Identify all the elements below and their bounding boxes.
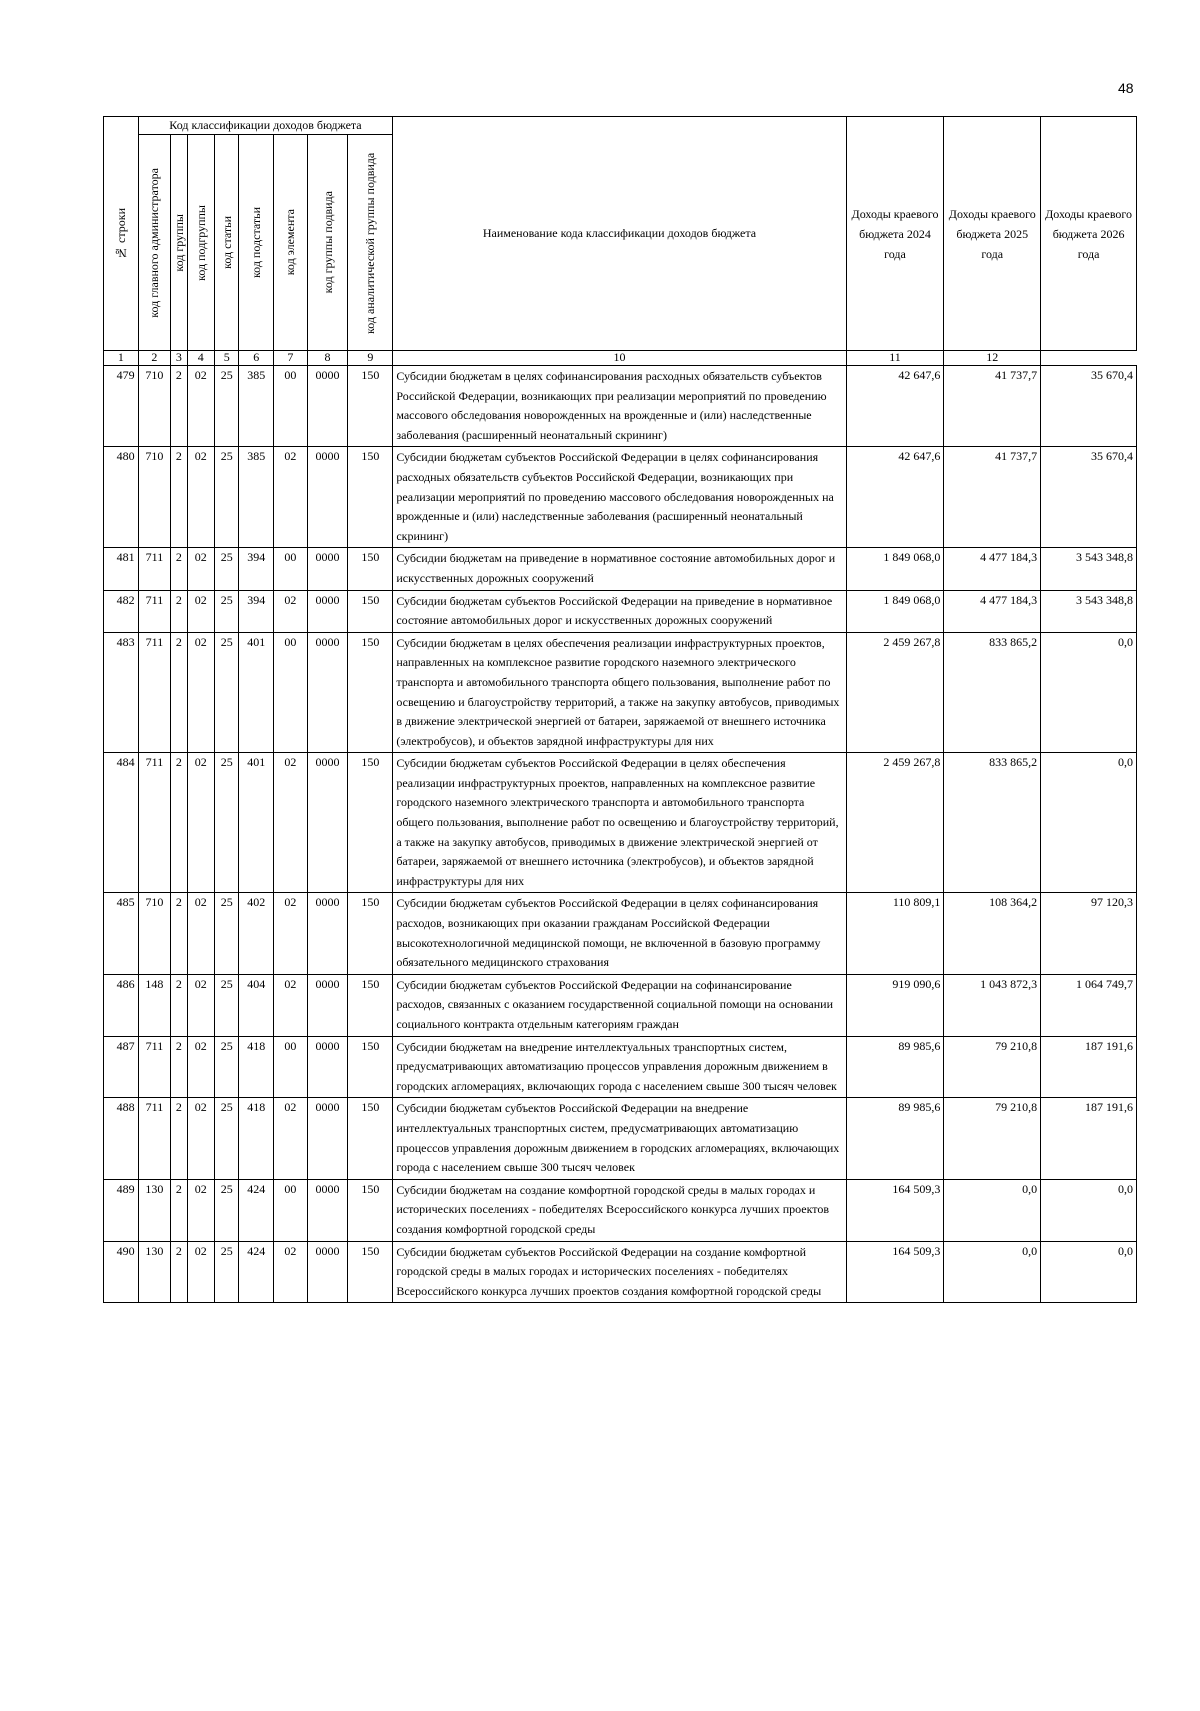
cell-name: Субсидии бюджетам субъектов Российской Федерации на софинансирование расходов, связанных с оказанием государственной социальной помощи на основании социального контракта отдельным категориям граждан — [393, 974, 846, 1036]
column-number-row — [104, 351, 1137, 366]
table-row — [104, 366, 1137, 447]
cell-income-2026: 35 670,4 — [1041, 366, 1137, 447]
cell-subarticle-code: 424 — [239, 1241, 274, 1303]
table-body — [104, 366, 1137, 1303]
cell-subarticle-code: 401 — [239, 753, 274, 893]
cell-admin-code: 711 — [138, 753, 171, 893]
cell-income-2026: 1 064 749,7 — [1041, 974, 1137, 1036]
header-row-group — [104, 117, 1137, 135]
cell-admin-code: 711 — [138, 548, 171, 590]
cell-income-2024: 164 509,3 — [846, 1241, 944, 1303]
cell-subtype-group-code: 0000 — [307, 1098, 348, 1179]
cell-analytic-group-code: 150 — [348, 1098, 393, 1179]
cell-name: Субсидии бюджетам субъектов Российской Федерации в целях обеспечения реализации инфраструктурных проектов, направленных на комплексное развитие городского наземного электрического транспорта и автомобильного транспорта общего пользования, выполнение работ по освещению и благоустройству территорий, а также на закупку автобусов, приводимых в движение электрической энергией от батареи, заряжаемой от внешнего источника (электробусов), и объектов зарядной инфраструктуры для них — [393, 753, 846, 893]
header-name: Наименование кода классификации доходов бюджета — [393, 117, 846, 351]
cell-subgroup-code: 02 — [187, 753, 215, 893]
cell-analytic-group-code: 150 — [348, 632, 393, 753]
cell-income-2025: 41 737,7 — [944, 447, 1041, 548]
cell-admin-code: 711 — [138, 1098, 171, 1179]
cell-income-2025: 41 737,7 — [944, 366, 1041, 447]
header-code-element: код элемента — [274, 135, 308, 351]
cell-element-code: 00 — [274, 1036, 308, 1098]
cell-subgroup-code: 02 — [187, 1241, 215, 1303]
cell-income-2025: 4 477 184,3 — [944, 548, 1041, 590]
header-code-subgroup: код подгруппы — [187, 135, 215, 351]
table-row — [104, 632, 1137, 753]
cell-income-2024: 42 647,6 — [846, 366, 944, 447]
cell-name: Субсидии бюджетам на создание комфортной городской среды в малых городах и исторических поселениях - победителях Всероссийского конкурса лучших проектов создания комфортной городской среды — [393, 1179, 846, 1241]
header-income-2026: Доходы краевого бюджета 2026 года — [1041, 117, 1137, 351]
table-row — [104, 974, 1137, 1036]
cell-name: Субсидии бюджетам в целях обеспечения реализации инфраструктурных проектов, направленных на комплексное развитие городского наземного электрического транспорта и автомобильного транспорта общего пользования, выполнение работ по освещению и благоустройству территорий, а также на закупку автобусов, приводимых в движение электрической энергией от батареи, заряжаемой от внешнего источника (электробусов), и объектов зарядной инфраструктуры для них — [393, 632, 846, 753]
table-row — [104, 590, 1137, 632]
cell-subarticle-code: 394 — [239, 548, 274, 590]
cell-subtype-group-code: 0000 — [307, 447, 348, 548]
cell-income-2024: 164 509,3 — [846, 1179, 944, 1241]
cell-income-2026: 0,0 — [1041, 632, 1137, 753]
cell-subtype-group-code: 0000 — [307, 1241, 348, 1303]
table-row — [104, 447, 1137, 548]
cell-subarticle-code: 418 — [239, 1036, 274, 1098]
cell-row-number: 482 — [104, 590, 139, 632]
cell-admin-code: 148 — [138, 974, 171, 1036]
cell-row-number: 480 — [104, 447, 139, 548]
cell-subarticle-code: 394 — [239, 590, 274, 632]
cell-subgroup-code: 02 — [187, 447, 215, 548]
cell-income-2026: 3 543 348,8 — [1041, 548, 1137, 590]
cell-subtype-group-code: 0000 — [307, 893, 348, 974]
cell-group-code: 2 — [171, 1241, 187, 1303]
column-number: 7 — [274, 351, 308, 366]
cell-subarticle-code: 404 — [239, 974, 274, 1036]
cell-income-2026: 187 191,6 — [1041, 1098, 1137, 1179]
cell-admin-code: 711 — [138, 590, 171, 632]
budget-income-table — [103, 116, 1137, 1303]
cell-income-2026: 0,0 — [1041, 1179, 1137, 1241]
cell-row-number: 488 — [104, 1098, 139, 1179]
cell-subtype-group-code: 0000 — [307, 548, 348, 590]
cell-analytic-group-code: 150 — [348, 974, 393, 1036]
column-number: 3 — [171, 351, 187, 366]
cell-row-number: 489 — [104, 1179, 139, 1241]
cell-analytic-group-code: 150 — [348, 1241, 393, 1303]
cell-element-code: 02 — [274, 1241, 308, 1303]
cell-income-2024: 2 459 267,8 — [846, 753, 944, 893]
cell-analytic-group-code: 150 — [348, 893, 393, 974]
cell-income-2025: 79 210,8 — [944, 1098, 1041, 1179]
cell-subarticle-code: 402 — [239, 893, 274, 974]
cell-income-2025: 1 043 872,3 — [944, 974, 1041, 1036]
cell-subgroup-code: 02 — [187, 548, 215, 590]
cell-group-code: 2 — [171, 1036, 187, 1098]
cell-income-2026: 187 191,6 — [1041, 1036, 1137, 1098]
cell-admin-code: 710 — [138, 893, 171, 974]
cell-subarticle-code: 385 — [239, 447, 274, 548]
cell-income-2026: 0,0 — [1041, 753, 1137, 893]
cell-article-code: 25 — [215, 1241, 239, 1303]
cell-element-code: 00 — [274, 632, 308, 753]
cell-article-code: 25 — [215, 893, 239, 974]
cell-income-2025: 4 477 184,3 — [944, 590, 1041, 632]
cell-income-2024: 919 090,6 — [846, 974, 944, 1036]
cell-element-code: 02 — [274, 1098, 308, 1179]
header-code-subarticle: код подстатьи — [239, 135, 274, 351]
cell-income-2025: 108 364,2 — [944, 893, 1041, 974]
cell-income-2026: 97 120,3 — [1041, 893, 1137, 974]
cell-element-code: 02 — [274, 893, 308, 974]
cell-income-2024: 1 849 068,0 — [846, 590, 944, 632]
column-number: 12 — [944, 351, 1041, 366]
cell-analytic-group-code: 150 — [348, 548, 393, 590]
header-code-analytic-group: код аналитической группы подвида — [348, 135, 393, 351]
column-number: 5 — [215, 351, 239, 366]
cell-group-code: 2 — [171, 548, 187, 590]
cell-article-code: 25 — [215, 1036, 239, 1098]
cell-article-code: 25 — [215, 1179, 239, 1241]
cell-income-2025: 0,0 — [944, 1241, 1041, 1303]
cell-admin-code: 130 — [138, 1179, 171, 1241]
cell-subgroup-code: 02 — [187, 974, 215, 1036]
page-number: 48 — [1118, 80, 1134, 96]
cell-element-code: 02 — [274, 753, 308, 893]
cell-group-code: 2 — [171, 632, 187, 753]
cell-group-code: 2 — [171, 753, 187, 893]
cell-element-code: 00 — [274, 366, 308, 447]
cell-subgroup-code: 02 — [187, 1098, 215, 1179]
cell-subtype-group-code: 0000 — [307, 590, 348, 632]
cell-element-code: 00 — [274, 1179, 308, 1241]
table-row — [104, 1241, 1137, 1303]
table-row — [104, 893, 1137, 974]
cell-subarticle-code: 418 — [239, 1098, 274, 1179]
cell-group-code: 2 — [171, 893, 187, 974]
cell-income-2025: 0,0 — [944, 1179, 1041, 1241]
cell-subgroup-code: 02 — [187, 366, 215, 447]
cell-income-2025: 833 865,2 — [944, 753, 1041, 893]
cell-subtype-group-code: 0000 — [307, 366, 348, 447]
cell-income-2025: 79 210,8 — [944, 1036, 1041, 1098]
cell-article-code: 25 — [215, 590, 239, 632]
cell-row-number: 479 — [104, 366, 139, 447]
cell-element-code: 00 — [274, 548, 308, 590]
cell-admin-code: 130 — [138, 1241, 171, 1303]
cell-income-2026: 35 670,4 — [1041, 447, 1137, 548]
cell-row-number: 486 — [104, 974, 139, 1036]
cell-row-number: 483 — [104, 632, 139, 753]
cell-analytic-group-code: 150 — [348, 366, 393, 447]
cell-income-2024: 110 809,1 — [846, 893, 944, 974]
cell-subgroup-code: 02 — [187, 1036, 215, 1098]
cell-income-2024: 89 985,6 — [846, 1098, 944, 1179]
cell-admin-code: 711 — [138, 1036, 171, 1098]
header-code-subtype-group: код группы подвида — [307, 135, 348, 351]
cell-subgroup-code: 02 — [187, 1179, 215, 1241]
cell-group-code: 2 — [171, 1098, 187, 1179]
cell-subgroup-code: 02 — [187, 632, 215, 753]
cell-group-code: 2 — [171, 974, 187, 1036]
cell-income-2024: 2 459 267,8 — [846, 632, 944, 753]
cell-subgroup-code: 02 — [187, 893, 215, 974]
cell-analytic-group-code: 150 — [348, 753, 393, 893]
header-code-article: код статьи — [215, 135, 239, 351]
header-income-2024: Доходы краевого бюджета 2024 года — [846, 117, 944, 351]
cell-name: Субсидии бюджетам на внедрение интеллектуальных транспортных систем, предусматривающих автоматизацию процессов управления дорожным движением в городских агломерациях, включающих города с населением свыше 300 тысяч человек — [393, 1036, 846, 1098]
cell-group-code: 2 — [171, 366, 187, 447]
cell-name: Субсидии бюджетам субъектов Российской Федерации в целях софинансирования расходных обязательств субъектов Российской Федерации, возникающих при реализации мероприятий по проведению массового обследования новорожденных на врожденные и (или) наследственные заболевания (расширенный неонатальный скрининг) — [393, 447, 846, 548]
cell-element-code: 02 — [274, 974, 308, 1036]
cell-name: Субсидии бюджетам субъектов Российской Федерации на внедрение интеллектуальных транспортных систем, предусматривающих автоматизацию процессов управления дорожным движением в городских агломерациях, включающих города с населением свыше 300 тысяч человек — [393, 1098, 846, 1179]
cell-element-code: 02 — [274, 590, 308, 632]
cell-article-code: 25 — [215, 548, 239, 590]
column-number: 2 — [138, 351, 171, 366]
cell-article-code: 25 — [215, 366, 239, 447]
header-row-number: № строки — [104, 117, 139, 351]
table-row — [104, 753, 1137, 893]
cell-row-number: 490 — [104, 1241, 139, 1303]
cell-admin-code: 710 — [138, 366, 171, 447]
table-row — [104, 1036, 1137, 1098]
cell-subarticle-code: 401 — [239, 632, 274, 753]
column-number: 1 — [104, 351, 139, 366]
cell-name: Субсидии бюджетам субъектов Российской Федерации на приведение в нормативное состояние автомобильных дорог и искусственных дорожных сооружений — [393, 590, 846, 632]
column-number: 9 — [348, 351, 393, 366]
cell-subarticle-code: 385 — [239, 366, 274, 447]
cell-article-code: 25 — [215, 1098, 239, 1179]
cell-element-code: 02 — [274, 447, 308, 548]
cell-row-number: 481 — [104, 548, 139, 590]
column-number: 6 — [239, 351, 274, 366]
column-number: 8 — [307, 351, 348, 366]
cell-article-code: 25 — [215, 753, 239, 893]
cell-group-code: 2 — [171, 590, 187, 632]
cell-article-code: 25 — [215, 447, 239, 548]
cell-analytic-group-code: 150 — [348, 1179, 393, 1241]
header-code-group: Код классификации доходов бюджета — [138, 117, 393, 135]
table-row — [104, 1098, 1137, 1179]
column-number: 10 — [393, 351, 846, 366]
cell-analytic-group-code: 150 — [348, 1036, 393, 1098]
cell-income-2024: 1 849 068,0 — [846, 548, 944, 590]
cell-income-2024: 42 647,6 — [846, 447, 944, 548]
cell-subtype-group-code: 0000 — [307, 632, 348, 753]
cell-row-number: 487 — [104, 1036, 139, 1098]
cell-income-2026: 0,0 — [1041, 1241, 1137, 1303]
cell-group-code: 2 — [171, 1179, 187, 1241]
header-code-group: код группы — [171, 135, 187, 351]
cell-analytic-group-code: 150 — [348, 590, 393, 632]
header-code-admin: код главного администратора — [138, 135, 171, 351]
table-row — [104, 1179, 1137, 1241]
cell-name: Субсидии бюджетам на приведение в нормативное состояние автомобильных дорог и искусственных дорожных сооружений — [393, 548, 846, 590]
cell-income-2025: 833 865,2 — [944, 632, 1041, 753]
cell-subtype-group-code: 0000 — [307, 974, 348, 1036]
cell-name: Субсидии бюджетам в целях софинансирования расходных обязательств субъектов Российской Федерации, возникающих при реализации мероприятий по проведению массового обследования новорожденных на врожденные и (или) наследственные заболевания (расширенный неонатальный скрининг) — [393, 366, 846, 447]
cell-income-2026: 3 543 348,8 — [1041, 590, 1137, 632]
cell-article-code: 25 — [215, 974, 239, 1036]
header-income-2025: Доходы краевого бюджета 2025 года — [944, 117, 1041, 351]
cell-admin-code: 711 — [138, 632, 171, 753]
column-number: 11 — [846, 351, 944, 366]
cell-name: Субсидии бюджетам субъектов Российской Федерации в целях софинансирования расходов, возникающих при оказании гражданам Российской Федерации высокотехнологичной медицинской помощи, не включенной в базовую программу обязательного медицинского страхования — [393, 893, 846, 974]
table-row — [104, 548, 1137, 590]
cell-group-code: 2 — [171, 447, 187, 548]
cell-subarticle-code: 424 — [239, 1179, 274, 1241]
cell-subtype-group-code: 0000 — [307, 753, 348, 893]
cell-name: Субсидии бюджетам субъектов Российской Федерации на создание комфортной городской среды в малых городах и исторических поселениях - победителях Всероссийского конкурса лучших проектов создания комфортной городской среды — [393, 1241, 846, 1303]
cell-article-code: 25 — [215, 632, 239, 753]
column-number: 4 — [187, 351, 215, 366]
cell-row-number: 485 — [104, 893, 139, 974]
cell-subtype-group-code: 0000 — [307, 1179, 348, 1241]
cell-admin-code: 710 — [138, 447, 171, 548]
cell-subtype-group-code: 0000 — [307, 1036, 348, 1098]
cell-income-2024: 89 985,6 — [846, 1036, 944, 1098]
cell-analytic-group-code: 150 — [348, 447, 393, 548]
cell-row-number: 484 — [104, 753, 139, 893]
cell-subgroup-code: 02 — [187, 590, 215, 632]
